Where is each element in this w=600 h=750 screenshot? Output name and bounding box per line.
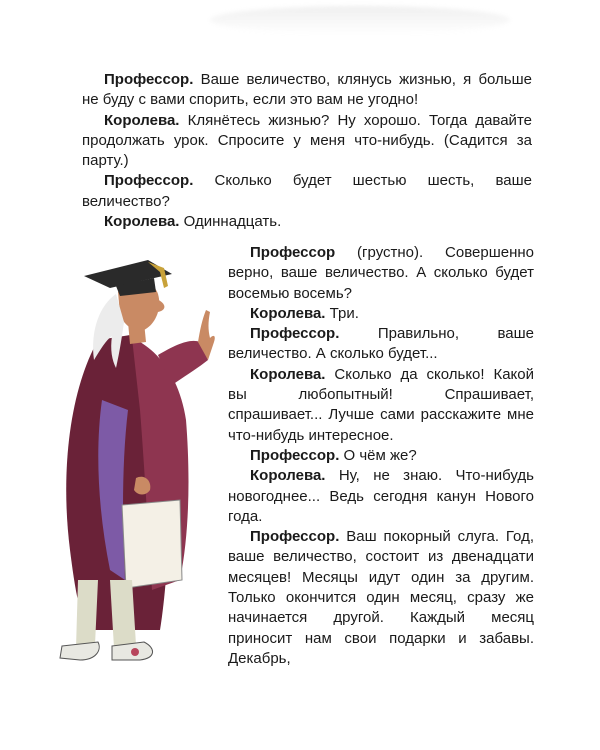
page-top-smudge — [210, 6, 510, 34]
speaker-name: Профессор. — [104, 71, 194, 88]
speaker-name: Профессор — [250, 244, 336, 261]
line-text: (грустно). Совершенно верно, ваше величество. А сколько будет восемью восемь? — [228, 244, 534, 302]
speaker-name: Королева. — [250, 304, 326, 322]
speaker-name: Королева. — [104, 213, 180, 231]
dialogue-line — [82, 111, 532, 172]
dialogue-line — [82, 70, 532, 111]
dialogue-line — [228, 527, 534, 669]
speaker-name: Королева. — [104, 111, 180, 129]
dialogue-line — [228, 243, 534, 304]
speaker-name: Королева. — [250, 365, 326, 383]
dialogue-line — [228, 446, 534, 466]
line-text: Сколько будет шестью шесть, ваше величество? — [82, 172, 532, 210]
shoe-buckle — [131, 648, 139, 656]
speaker-name: Королева. — [250, 467, 326, 485]
professor-illustration — [40, 250, 225, 680]
dialogue-line — [228, 324, 534, 365]
dialogue-right-block — [228, 243, 534, 669]
line-text: Ваше величество, клянусь жизнью, я больше не буду с вами спорить, если это вам не угодно! — [82, 71, 532, 109]
line-text: Три. — [325, 304, 359, 322]
dialogue-line — [82, 171, 532, 212]
dialogue-top-block — [82, 70, 532, 232]
speaker-name: Профессор. — [250, 528, 340, 546]
line-text: Клянётесь жизнью? Ну хорошо. Тогда давайте продолжать урок. Спросите у меня что-нибудь. (Садится за парту.) — [82, 111, 532, 170]
scroll — [122, 500, 182, 588]
line-text: Одиннадцать. — [179, 213, 282, 231]
dialogue-line — [228, 365, 534, 446]
line-text: О чём же? — [339, 446, 417, 464]
dialogue-line — [228, 466, 534, 527]
dialogue-line — [228, 304, 534, 324]
line-text: Ваш покорный слуга. Год, ваше величество, состоит из двенадцати месяцев! Месяцы идут один за другим. Только окончится один месяц, сразу же начинается другой. Каждый месяц приносит нам свои подарки и забавы. Декабрь, — [228, 528, 534, 667]
dialogue-line — [82, 212, 532, 232]
left-shoe — [60, 642, 99, 660]
line-text: Сколько да сколько! Какой вы любопытный! Спрашивает, спрашивает... Лучше сами расскажите мне что-нибудь интересное. — [228, 365, 534, 444]
speaker-name: Профессор. — [250, 325, 340, 343]
line-text: Ну, не знаю. Что-нибудь новогоднее... Ведь сегодня канун Нового года. — [228, 467, 534, 525]
line-text: Правильно, ваше величество. А сколько будет... — [228, 325, 534, 363]
speaker-name: Профессор. — [250, 446, 340, 464]
speaker-name: Профессор. — [104, 172, 194, 190]
